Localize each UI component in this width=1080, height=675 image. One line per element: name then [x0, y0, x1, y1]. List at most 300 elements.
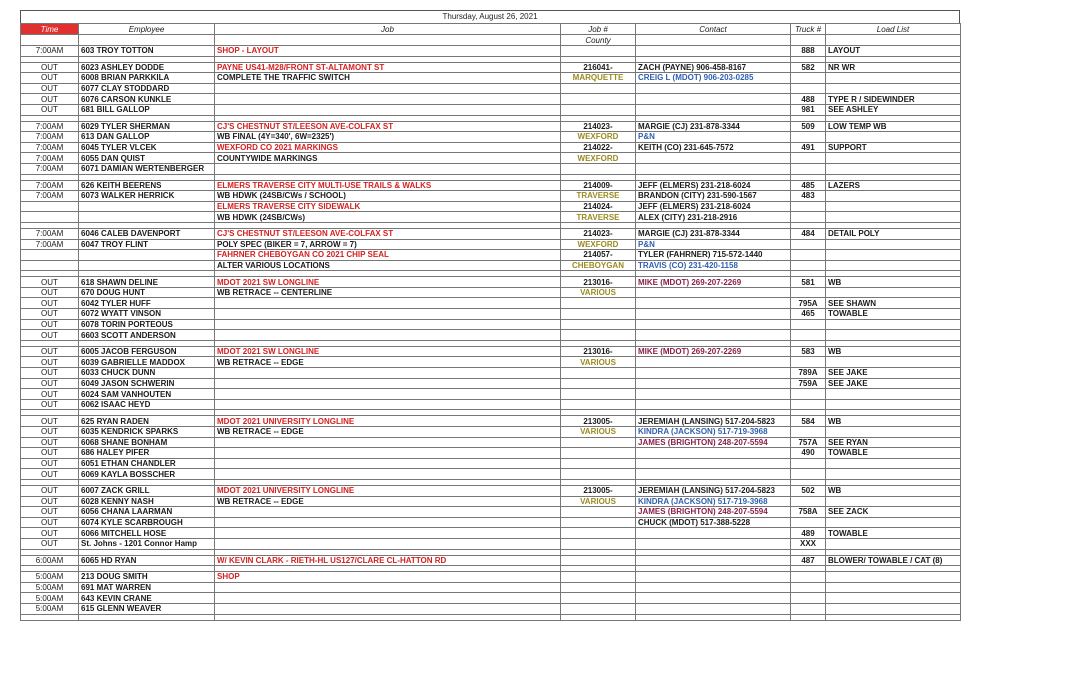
cell-truck [791, 593, 826, 604]
cell-job [215, 448, 561, 459]
cell-time: OUT [21, 496, 79, 507]
cell-load [826, 83, 961, 94]
cell-load [826, 212, 961, 223]
cell-contact [636, 83, 791, 94]
table-row [21, 180, 961, 191]
header-job: Job [215, 24, 561, 35]
cell-job: WB RETRACE -- EDGE [215, 357, 561, 368]
cell-employee: 670 DOUG HUNT [79, 287, 215, 298]
cell-jobno: 214022- [561, 142, 636, 153]
cell-time: OUT [21, 357, 79, 368]
cell-time: OUT [21, 399, 79, 410]
cell-contact [636, 94, 791, 105]
cell-contact [636, 319, 791, 330]
cell-job: MDOT 2021 UNIVERSITY LONGLINE [215, 485, 561, 496]
cell-contact [636, 603, 791, 614]
schedule-table [20, 23, 961, 621]
cell-jobno [561, 309, 636, 320]
table-row [21, 163, 961, 174]
cell-load: LOW TEMP WB [826, 121, 961, 132]
cell-time: 7:00AM [21, 239, 79, 250]
cell-time: OUT [21, 389, 79, 400]
cell-employee: 6046 CALEB DAVENPORT [79, 228, 215, 239]
cell-employee: 6045 TYLER VLCEK [79, 142, 215, 153]
page-title: Thursday, August 26, 2021 [20, 10, 960, 23]
cell-job: MDOT 2021 UNIVERSITY LONGLINE [215, 416, 561, 427]
cell-job [215, 528, 561, 539]
cell-truck: 484 [791, 228, 826, 239]
cell-truck [791, 250, 826, 261]
table-row [21, 437, 961, 448]
header-blank [791, 35, 826, 46]
cell-employee: 6066 MITCHELL HOSE [79, 528, 215, 539]
cell-time: OUT [21, 538, 79, 549]
cell-load [826, 239, 961, 250]
table-row [21, 250, 961, 261]
cell-truck [791, 496, 826, 507]
cell-truck: 483 [791, 191, 826, 202]
cell-load: SEE ASHLEY [826, 104, 961, 115]
cell-time: OUT [21, 485, 79, 496]
cell-employee: 6077 CLAY STODDARD [79, 83, 215, 94]
cell-employee: 6068 SHANE BONHAM [79, 437, 215, 448]
cell-time: 5:00AM [21, 603, 79, 614]
table-row [21, 507, 961, 518]
cell-job: FAHRNER CHEBOYGAN CO 2021 CHIP SEAL [215, 250, 561, 261]
cell-contact [636, 528, 791, 539]
cell-load [826, 572, 961, 583]
cell-job: W/ KEVIN CLARK - RIETH-HL US127/CLARE CL-HATTON RD [215, 555, 561, 566]
table-row [21, 448, 961, 459]
cell-contact: TYLER (FAHRNER) 715-572-1440 [636, 250, 791, 261]
schedule-sheet [20, 10, 960, 621]
cell-contact: JEREMIAH (LANSING) 517-204-5823 [636, 416, 791, 427]
cell-truck: 888 [791, 46, 826, 57]
cell-job [215, 83, 561, 94]
cell-employee: 686 HALEY PIFER [79, 448, 215, 459]
cell-employee: 6023 ASHLEY DODDE [79, 62, 215, 73]
cell-job [215, 368, 561, 379]
cell-time: OUT [21, 528, 79, 539]
cell-contact: MARGIE (CJ) 231-878-3344 [636, 121, 791, 132]
table-row [21, 416, 961, 427]
cell-time: 7:00AM [21, 228, 79, 239]
cell-contact: JEFF (ELMERS) 231-218-6024 [636, 201, 791, 212]
cell-truck [791, 153, 826, 164]
cell-load: LAZERS [826, 180, 961, 191]
cell-contact [636, 298, 791, 309]
cell-truck [791, 389, 826, 400]
cell-time: OUT [21, 437, 79, 448]
cell-employee: 6072 WYATT VINSON [79, 309, 215, 320]
cell-truck [791, 582, 826, 593]
cell-load [826, 287, 961, 298]
cell-employee: 6007 ZACK GRILL [79, 485, 215, 496]
cell-time: OUT [21, 368, 79, 379]
cell-job: ALTER VARIOUS LOCATIONS [215, 260, 561, 271]
spacer-row [21, 614, 961, 620]
header-blank [826, 35, 961, 46]
cell-jobno: 214023- [561, 121, 636, 132]
cell-jobno: 214057- [561, 250, 636, 261]
cell-employee: 625 RYAN RADEN [79, 416, 215, 427]
table-row [21, 517, 961, 528]
cell-job: WB FINAL (4Y=340', 6W=2325') [215, 132, 561, 143]
cell-contact [636, 458, 791, 469]
header-blank [79, 35, 215, 46]
table-row [21, 485, 961, 496]
cell-load [826, 538, 961, 549]
cell-jobno: WEXFORD [561, 132, 636, 143]
cell-truck: 795A [791, 298, 826, 309]
header-blank [636, 35, 791, 46]
cell-contact: ALEX (CITY) 231-218-2916 [636, 212, 791, 223]
cell-jobno: VARIOUS [561, 427, 636, 438]
cell-job: WB RETRACE -- EDGE [215, 496, 561, 507]
cell-load [826, 250, 961, 261]
cell-employee [79, 250, 215, 261]
cell-job: WB RETRACE -- CENTERLINE [215, 287, 561, 298]
cell-jobno [561, 104, 636, 115]
cell-jobno: WEXFORD [561, 153, 636, 164]
cell-employee: 6073 WALKER HERRICK [79, 191, 215, 202]
table-row [21, 389, 961, 400]
table-header [21, 24, 961, 46]
cell-employee [79, 201, 215, 212]
cell-contact [636, 538, 791, 549]
cell-contact [636, 448, 791, 459]
cell-contact: BRANDON (CITY) 231-590-1567 [636, 191, 791, 202]
cell-contact [636, 368, 791, 379]
cell-time: OUT [21, 507, 79, 518]
cell-time: OUT [21, 298, 79, 309]
cell-load [826, 603, 961, 614]
cell-contact: KEITH (CO) 231-645-7572 [636, 142, 791, 153]
cell-truck [791, 357, 826, 368]
cell-truck [791, 260, 826, 271]
cell-jobno: 213005- [561, 416, 636, 427]
cell-time: OUT [21, 309, 79, 320]
cell-load [826, 399, 961, 410]
cell-jobno [561, 603, 636, 614]
cell-contact: MARGIE (CJ) 231-878-3344 [636, 228, 791, 239]
cell-jobno: 214009- [561, 180, 636, 191]
table-row [21, 572, 961, 583]
spacer-cell [215, 614, 561, 620]
cell-jobno: 213016- [561, 277, 636, 288]
cell-truck: 789A [791, 368, 826, 379]
cell-contact [636, 163, 791, 174]
table-row [21, 104, 961, 115]
cell-job [215, 399, 561, 410]
header-load: Load List [826, 24, 961, 35]
cell-jobno: MARQUETTE [561, 73, 636, 84]
cell-load [826, 357, 961, 368]
cell-employee: 618 SHAWN DELINE [79, 277, 215, 288]
cell-employee: 6033 CHUCK DUNN [79, 368, 215, 379]
cell-employee: 626 KEITH BEERENS [79, 180, 215, 191]
table-row [21, 555, 961, 566]
cell-load [826, 73, 961, 84]
cell-time: OUT [21, 448, 79, 459]
cell-job [215, 507, 561, 518]
cell-job: COUNTYWIDE MARKINGS [215, 153, 561, 164]
cell-jobno: TRAVERSE [561, 212, 636, 223]
cell-load: DETAIL POLY [826, 228, 961, 239]
table-row [21, 73, 961, 84]
cell-jobno: 213016- [561, 346, 636, 357]
cell-time: 5:00AM [21, 572, 79, 583]
cell-truck: 502 [791, 485, 826, 496]
cell-time [21, 212, 79, 223]
cell-truck: 758A [791, 507, 826, 518]
cell-load: NR WR [826, 62, 961, 73]
cell-jobno: 214023- [561, 228, 636, 239]
header-truck: Truck # [791, 24, 826, 35]
cell-employee: 6055 DAN QUIST [79, 153, 215, 164]
table-row [21, 46, 961, 57]
cell-time: OUT [21, 427, 79, 438]
cell-load [826, 458, 961, 469]
cell-job: WB HDWK (24SB/CWs / SCHOOL) [215, 191, 561, 202]
cell-load: WB [826, 485, 961, 496]
cell-time: OUT [21, 416, 79, 427]
table-row [21, 153, 961, 164]
cell-jobno [561, 399, 636, 410]
cell-jobno [561, 163, 636, 174]
cell-contact [636, 572, 791, 583]
table-row [21, 62, 961, 73]
cell-contact [636, 287, 791, 298]
cell-truck [791, 212, 826, 223]
cell-contact: CREIG L (MDOT) 906-203-0285 [636, 73, 791, 84]
cell-contact: P&N [636, 239, 791, 250]
cell-time: OUT [21, 104, 79, 115]
cell-jobno: VARIOUS [561, 357, 636, 368]
table-row [21, 399, 961, 410]
cell-jobno: 214024- [561, 201, 636, 212]
cell-contact [636, 357, 791, 368]
cell-contact: JAMES (BRIGHTON) 248-207-5594 [636, 507, 791, 518]
cell-job [215, 389, 561, 400]
cell-time: 7:00AM [21, 121, 79, 132]
cell-time: OUT [21, 330, 79, 341]
cell-employee: 6035 KENDRICK SPARKS [79, 427, 215, 438]
cell-truck [791, 73, 826, 84]
cell-jobno [561, 94, 636, 105]
cell-contact [636, 153, 791, 164]
cell-truck: 759A [791, 378, 826, 389]
cell-jobno: TRAVERSE [561, 191, 636, 202]
cell-job: SHOP [215, 572, 561, 583]
cell-load: TOWABLE [826, 448, 961, 459]
cell-job [215, 319, 561, 330]
table-row [21, 346, 961, 357]
cell-job: WB HDWK (24SB/CWs) [215, 212, 561, 223]
cell-time [21, 260, 79, 271]
cell-time: OUT [21, 458, 79, 469]
cell-load [826, 517, 961, 528]
spacer-cell [636, 614, 791, 620]
cell-contact [636, 46, 791, 57]
header-contact: Contact [636, 24, 791, 35]
cell-employee: 6049 JASON SCHWERIN [79, 378, 215, 389]
cell-load: WB [826, 416, 961, 427]
cell-load [826, 163, 961, 174]
cell-job [215, 593, 561, 604]
cell-time: OUT [21, 517, 79, 528]
cell-truck: 757A [791, 437, 826, 448]
cell-load: BLOWER/ TOWABLE / CAT (8) [826, 555, 961, 566]
cell-load: TOWABLE [826, 309, 961, 320]
header-county: County [561, 35, 636, 46]
cell-jobno [561, 298, 636, 309]
cell-job [215, 378, 561, 389]
table-row [21, 260, 961, 271]
cell-time: 7:00AM [21, 46, 79, 57]
cell-load: TYPE R / SIDEWINDER [826, 94, 961, 105]
table-row [21, 593, 961, 604]
cell-truck [791, 517, 826, 528]
cell-load [826, 201, 961, 212]
cell-load [826, 593, 961, 604]
cell-job [215, 582, 561, 593]
cell-contact: MIKE (MDOT) 269-207-2269 [636, 277, 791, 288]
cell-truck [791, 469, 826, 480]
cell-time: OUT [21, 73, 79, 84]
cell-contact: JEREMIAH (LANSING) 517-204-5823 [636, 485, 791, 496]
cell-time: OUT [21, 378, 79, 389]
table-row [21, 603, 961, 614]
cell-time: 7:00AM [21, 153, 79, 164]
cell-contact: CHUCK (MDOT) 517-388-5228 [636, 517, 791, 528]
cell-load: SEE JAKE [826, 368, 961, 379]
cell-load [826, 153, 961, 164]
cell-employee: 6071 DAMIAN WERTENBERGER [79, 163, 215, 174]
cell-job [215, 538, 561, 549]
cell-truck: 981 [791, 104, 826, 115]
cell-jobno [561, 593, 636, 604]
cell-jobno [561, 555, 636, 566]
header-blank [21, 35, 79, 46]
cell-contact: MIKE (MDOT) 269-207-2269 [636, 346, 791, 357]
cell-job [215, 437, 561, 448]
cell-contact [636, 469, 791, 480]
cell-jobno: VARIOUS [561, 496, 636, 507]
cell-contact [636, 593, 791, 604]
cell-jobno: CHEBOYGAN [561, 260, 636, 271]
cell-load [826, 469, 961, 480]
cell-employee: 691 MAT WARREN [79, 582, 215, 593]
cell-truck [791, 572, 826, 583]
cell-truck [791, 319, 826, 330]
cell-time: 5:00AM [21, 582, 79, 593]
cell-employee: 6065 HD RYAN [79, 555, 215, 566]
cell-employee: 6056 CHANA LAARMAN [79, 507, 215, 518]
cell-truck: 581 [791, 277, 826, 288]
table-row [21, 378, 961, 389]
cell-load [826, 427, 961, 438]
cell-job [215, 603, 561, 614]
table-row [21, 298, 961, 309]
cell-time: OUT [21, 94, 79, 105]
cell-jobno [561, 437, 636, 448]
table-body [21, 46, 961, 621]
cell-employee: 603 TROY TOTTON [79, 46, 215, 57]
table-row [21, 528, 961, 539]
cell-truck: 582 [791, 62, 826, 73]
cell-truck: 509 [791, 121, 826, 132]
cell-job [215, 104, 561, 115]
cell-contact [636, 555, 791, 566]
cell-time: 7:00AM [21, 163, 79, 174]
cell-employee: 6047 TROY FLINT [79, 239, 215, 250]
cell-truck: XXX [791, 538, 826, 549]
cell-employee: 6024 SAM VANHOUTEN [79, 389, 215, 400]
header-employee: Employee [79, 24, 215, 35]
cell-time: 5:00AM [21, 593, 79, 604]
cell-contact [636, 378, 791, 389]
cell-load [826, 319, 961, 330]
table-row [21, 309, 961, 320]
cell-contact [636, 389, 791, 400]
cell-contact [636, 104, 791, 115]
cell-jobno [561, 83, 636, 94]
cell-employee: 6042 TYLER HUFF [79, 298, 215, 309]
cell-truck [791, 399, 826, 410]
cell-truck [791, 330, 826, 341]
cell-employee: St. Johns - 1201 Connor Hamp [79, 538, 215, 549]
table-row [21, 582, 961, 593]
cell-truck: 584 [791, 416, 826, 427]
cell-time: OUT [21, 287, 79, 298]
cell-job: SHOP - LAYOUT [215, 46, 561, 57]
header-time: Time [21, 24, 79, 35]
cell-employee: 213 DOUG SMITH [79, 572, 215, 583]
cell-jobno [561, 46, 636, 57]
cell-truck [791, 603, 826, 614]
cell-job [215, 94, 561, 105]
cell-load: SEE ZACK [826, 507, 961, 518]
cell-job: MDOT 2021 SW LONGLINE [215, 346, 561, 357]
cell-job [215, 298, 561, 309]
cell-jobno [561, 319, 636, 330]
cell-employee: 681 BILL GALLOP [79, 104, 215, 115]
cell-employee: 6069 KAYLA BOSSCHER [79, 469, 215, 480]
cell-time: 7:00AM [21, 142, 79, 153]
cell-job: PAYNE US41-M28/FRONT ST-ALTAMONT ST [215, 62, 561, 73]
cell-load: LAYOUT [826, 46, 961, 57]
cell-truck: 489 [791, 528, 826, 539]
table-row [21, 330, 961, 341]
cell-jobno [561, 368, 636, 379]
table-row [21, 191, 961, 202]
cell-employee: 615 GLENN WEAVER [79, 603, 215, 614]
table-row [21, 94, 961, 105]
cell-employee: 6051 ETHAN CHANDLER [79, 458, 215, 469]
cell-job [215, 469, 561, 480]
cell-jobno [561, 389, 636, 400]
cell-employee [79, 212, 215, 223]
table-row [21, 239, 961, 250]
cell-job [215, 163, 561, 174]
table-row [21, 319, 961, 330]
table-row [21, 142, 961, 153]
cell-truck [791, 427, 826, 438]
cell-truck: 465 [791, 309, 826, 320]
cell-job: COMPLETE THE TRAFFIC SWITCH [215, 73, 561, 84]
spacer-cell [79, 614, 215, 620]
